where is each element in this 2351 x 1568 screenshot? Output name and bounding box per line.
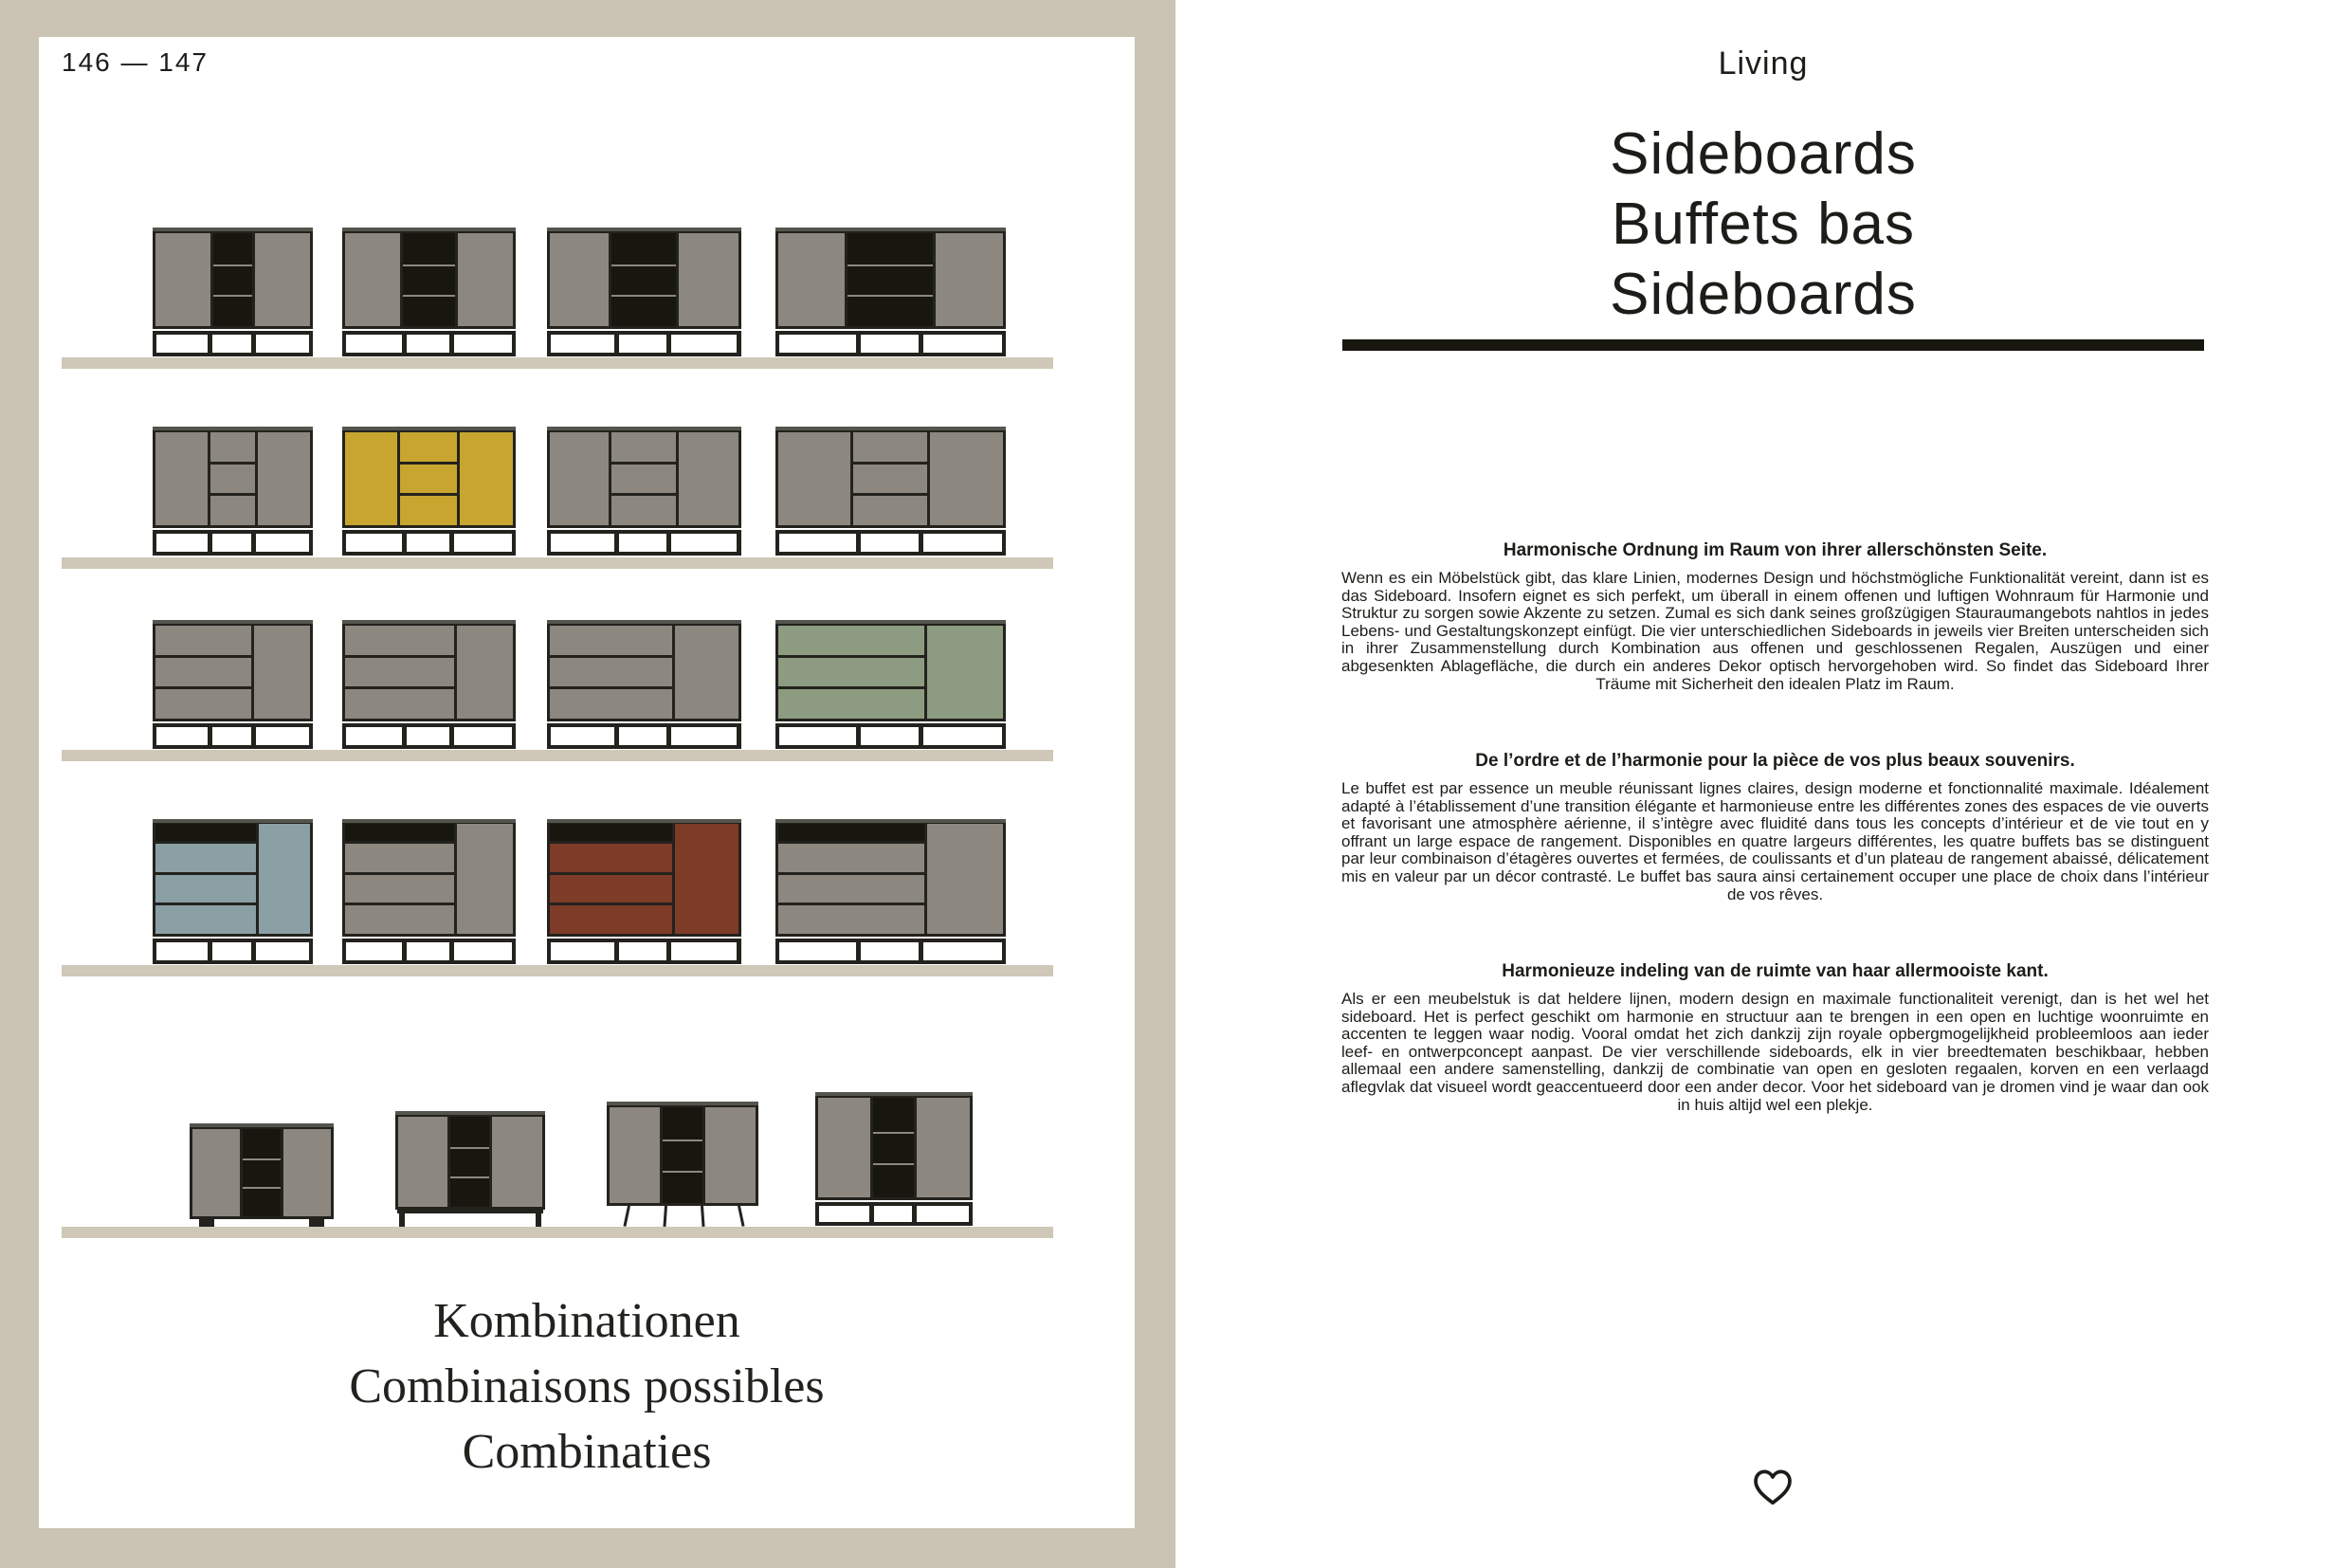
hairpin-leg xyxy=(623,1206,630,1227)
drawer-base xyxy=(547,723,741,749)
hairpin-leg xyxy=(701,1206,705,1227)
sideboard-illustration xyxy=(607,1102,758,1227)
section-body-nl: Als er een meubelstuk is dat heldere lijnen, modern design en maximale functionaliteit verenigt, dan is het wel het sideboard. Het is perfect geschikt om harmonie en structuur aan te brengen in een open en luchtige woonruimte en accenten te leggen waar nodig. Vooral omdat het zich dankzij zijn royale opbergmogelijkheid probleemloos aan ieder leef- en ontwerpconcept aanpast. De vier verschillende sideboards, elk in vier breedtematen beschikbaar, hebben allemaal een andere samenstelling, dankzij de combinatie van open en gesloten regaalen, korven en een verlaagd aflegvlak dat visueel wordt geaccentueerd door een ander decor. Voor het sideboard van je dromen vind je waar dan ook in huis altijd wel een plekje. xyxy=(1341,990,2209,1114)
hairpin-leg xyxy=(663,1206,667,1227)
drawer-base xyxy=(153,530,313,556)
sideboard-illustration xyxy=(342,427,516,557)
sideboard-illustration xyxy=(153,819,313,965)
sideboard-illustration xyxy=(547,620,741,750)
category-label: Living xyxy=(1718,46,1809,82)
section-heading-nl: Harmonieuze indeling van de ruimte van haar allermooiste kant. xyxy=(1502,961,2049,981)
combinations-caption xyxy=(39,1288,1135,1485)
sideboard-illustration xyxy=(547,819,741,965)
sideboard-illustration xyxy=(775,427,1006,557)
caption-nl: Combinaties xyxy=(462,1425,712,1479)
drawer-base xyxy=(775,331,1006,356)
drawer-base xyxy=(547,939,741,964)
drawer-base xyxy=(775,530,1006,556)
drawer-base xyxy=(775,939,1006,964)
drawer-base xyxy=(153,723,313,749)
sideboard-illustration xyxy=(342,228,516,357)
page-title-line-nl: Sideboards xyxy=(1610,262,1917,327)
drawer-base xyxy=(775,723,1006,749)
hairpin-leg xyxy=(738,1206,745,1227)
section-french xyxy=(1341,751,2209,903)
section-body-de: Wenn es ein Möbelstück gibt, das klare Linien, modernes Design und höchstmögliche Funktionalität vereint, dann ist es das Sideboard. Insofern eignet es sich perfekt, um überall in einem offenen und luftigen Wohnraum für Harmonie und Struktur zu sorgen sowie Akzente zu setzen. Zumal es sich dank seines großzügigen Stauraumangebots nahtlos in jedes Lebens- und Gestaltungskonzept einfügt. Die vier unterschiedlichen Sideboards in jeweils vier Breiten unterscheiden sich in ihrer Zusammenstellung durch Kombination aus offenen und geschlossenen Regalen, Auszügen und einer abgesenkten Ablagefläche, die durch ein anderes Dekor optisch hervorgehoben wird. So findet das Sideboard Ihrer Träume mit Sicherheit den idealen Platz im Raum. xyxy=(1341,569,2209,693)
page-numbers: 146 — 147 xyxy=(62,47,209,77)
sideboard-illustration xyxy=(775,228,1006,357)
shelf-board xyxy=(62,965,1053,976)
frame-leg xyxy=(399,1210,405,1227)
drawer-base xyxy=(547,331,741,356)
sideboard-illustration xyxy=(342,620,516,750)
sideboard-illustration xyxy=(775,819,1006,965)
drawer-base xyxy=(815,1202,973,1226)
sideboard-illustration xyxy=(395,1111,545,1227)
section-heading-de: Harmonische Ordnung im Raum von ihrer allerschönsten Seite. xyxy=(1503,540,2048,560)
sideboard-illustration xyxy=(190,1123,334,1227)
cabinet-foot xyxy=(199,1219,214,1227)
divider-rule xyxy=(1342,339,2204,351)
shelf-board xyxy=(62,1227,1053,1238)
drawer-base xyxy=(342,530,516,556)
sideboard-illustration xyxy=(153,620,313,750)
section-body-fr: Le buffet est par essence un meuble réunissant lignes claires, design moderne et fonctionnalité maximale. Idéalement adapté à l’établissement d’une transition élégante et harmonieuse entre les différentes zones des espaces de vie ouverts et favorisant une atmosphère aérienne, il s’intègre avec fluidité dans tous les concepts d’intérieur et de vie tout en y offrant un large espace de rangement. Disponibles en quatre largeurs différentes, les quatre buffets bas se distinguent par leur combinaison d’étagères ouvertes et fermées, de coulissants et d’un plateau de rangement abaissé, délicatement mis en valeur par un décor contrasté. Le buffet bas saura ainsi certainement occuper une place de choix dans l’intérieur de vos rêves. xyxy=(1341,779,2209,903)
sideboard-illustration xyxy=(547,427,741,557)
page-title-line-fr: Buffets bas xyxy=(1611,191,1916,257)
drawer-base xyxy=(153,939,313,964)
page-title-line-en: Sideboards xyxy=(1610,121,1917,187)
section-dutch xyxy=(1341,961,2209,1114)
drawer-base xyxy=(342,939,516,964)
frame-leg xyxy=(536,1210,541,1227)
page-title xyxy=(1176,119,2351,330)
drawer-base xyxy=(342,331,516,356)
shelf-board xyxy=(62,357,1053,369)
section-german xyxy=(1341,540,2209,693)
section-heading-fr: De l’ordre et de l’harmonie pour la pièce de vos plus beaux souvenirs. xyxy=(1475,751,2075,771)
caption-fr: Combinaisons possibles xyxy=(349,1359,825,1413)
heart-icon xyxy=(1748,1463,1797,1510)
sideboard-illustration xyxy=(153,228,313,357)
sideboard-illustration xyxy=(775,620,1006,750)
sideboard-illustration xyxy=(815,1092,973,1227)
shelf-board xyxy=(62,557,1053,569)
drawer-base xyxy=(153,331,313,356)
sideboard-illustration xyxy=(547,228,741,357)
drawer-base xyxy=(547,530,741,556)
sideboard-illustration xyxy=(342,819,516,965)
drawer-base xyxy=(342,723,516,749)
caption-de: Kombinationen xyxy=(433,1294,740,1348)
cabinet-foot xyxy=(309,1219,324,1227)
sideboard-illustration xyxy=(153,427,313,557)
shelf-board xyxy=(62,750,1053,761)
